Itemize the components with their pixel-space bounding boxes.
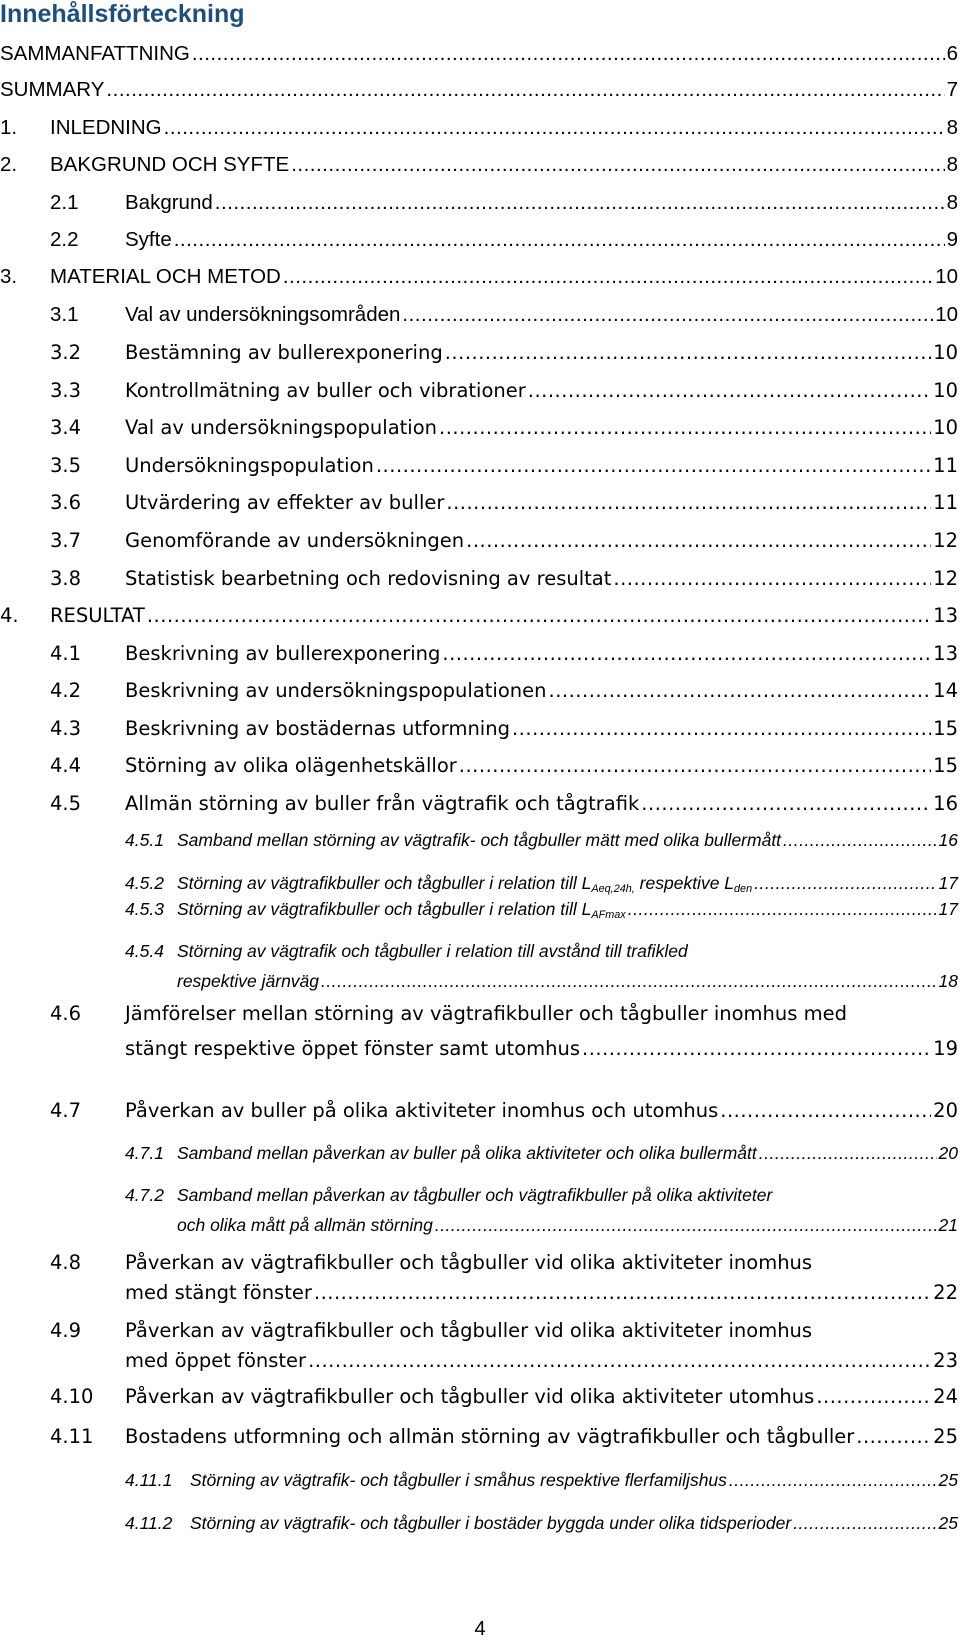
dot-leader [720, 1099, 931, 1122]
toc-entry-title: respektive järnväg [177, 971, 320, 991]
toc-entry-page: 11 [933, 454, 958, 477]
toc-entry-title: Val av undersökningsområden [125, 303, 401, 326]
dot-leader [641, 792, 931, 815]
toc-entry-title: Påverkan av vägtrafikbuller och tågbuller vid olika aktiviteter utomhus [125, 1385, 815, 1408]
toc-entry-number: 4.7 [50, 1099, 82, 1122]
toc-entry-number: 4. [0, 604, 19, 627]
dot-leader [816, 1385, 931, 1408]
toc-entry[interactable] [0, 1141, 958, 1173]
toc-entry[interactable] [0, 640, 958, 672]
toc-entry[interactable] [0, 828, 958, 860]
toc-entry-number: 3.2 [50, 341, 82, 364]
toc-entry-page: 7 [946, 78, 958, 101]
toc-entry-title: Bakgrund [125, 191, 213, 214]
toc-entry-title: Val av undersökningspopulation [125, 416, 438, 439]
toc-entry-page: 12 [933, 567, 958, 590]
toc-entry-title: Allmän störning av buller från vägtrafik och tågtrafik [125, 792, 640, 815]
dot-leader [445, 341, 931, 364]
toc-entry-title-line1: Samband mellan påverkan av tågbuller och vägtrafikbuller på olika aktiviteter [177, 1185, 773, 1205]
toc-entry-page: 21 [938, 1215, 958, 1235]
toc-entry-title-line1: Påverkan av vägtrafikbuller och tågbuller vid olika aktiviteter inomhus [125, 1251, 813, 1274]
toc-entry-page: 20 [938, 1143, 958, 1163]
toc-entry-title: med öppet fönster [125, 1349, 307, 1372]
toc-entry-number: 4.9 [50, 1319, 82, 1342]
subscript: den [734, 883, 753, 895]
dot-leader [549, 679, 932, 702]
toc-entry-page: 19 [933, 1037, 958, 1060]
toc-entry[interactable] [0, 414, 958, 446]
toc-entry-page: 13 [933, 604, 958, 627]
toc-entry-title: Undersökningspopulation [125, 454, 374, 477]
toc-entry-title: Statistisk bearbetning och redovisning av resultat [125, 567, 612, 590]
toc-entry-number: 2. [0, 153, 18, 176]
dot-leader [147, 604, 931, 627]
toc-entry-title: RESULTAT [50, 604, 145, 627]
toc-entry-page: 16 [938, 830, 958, 850]
toc-entry-number: 3.8 [50, 567, 82, 590]
toc-entry-number: 4.5.1 [125, 830, 164, 850]
toc-entry-page: 10 [933, 379, 958, 402]
dot-leader [439, 416, 931, 439]
toc-entry-page: 11 [933, 491, 958, 514]
dot-leader [192, 42, 945, 66]
dot-leader [783, 830, 936, 851]
toc-entry-page: 25 [938, 1513, 958, 1533]
toc-entry-page: 13 [933, 642, 958, 665]
toc-entry-number: 2.1 [50, 191, 79, 214]
toc-entry[interactable] [0, 76, 958, 108]
toc-entry-title: SAMMANFATTNING [0, 42, 190, 65]
toc-entry-number: 4.7.2 [125, 1185, 164, 1205]
dot-leader [628, 899, 937, 920]
toc-entry[interactable] [0, 226, 958, 258]
toc-entry-page: 15 [933, 717, 958, 740]
toc-entry-number: 2.2 [50, 228, 79, 251]
dot-leader [528, 379, 931, 402]
toc-entry-number: 4.3 [50, 717, 82, 740]
toc-entry[interactable] [0, 489, 958, 521]
toc-entry-title: Samband mellan påverkan av buller på olika aktiviteter och olika bullermått [177, 1143, 757, 1163]
toc-entry-page: 20 [933, 1099, 958, 1122]
toc-entry-number: 4.11.2 [125, 1513, 173, 1533]
toc-entry-page: 8 [946, 153, 958, 176]
toc-entry-title-line1: Påverkan av vägtrafikbuller och tågbuller vid olika aktiviteter inomhus [125, 1319, 813, 1342]
toc-entry-number: 4.6 [50, 1002, 82, 1025]
toc-entry[interactable] [0, 1383, 958, 1415]
dot-leader [164, 116, 945, 140]
toc-entry-page: 17 [938, 873, 958, 893]
dot-leader [376, 454, 931, 477]
toc-entry-number: 4.8 [50, 1251, 82, 1274]
toc-entry-page: 8 [946, 116, 958, 139]
toc-entry-number: 4.11 [50, 1425, 94, 1448]
toc-entry[interactable] [0, 452, 958, 484]
toc-entry-title: Beskrivning av bostädernas utformning [125, 717, 510, 740]
toc-entry-number: 3.1 [50, 303, 79, 326]
dot-leader [466, 529, 931, 552]
toc-entry-number: 4.2 [50, 679, 82, 702]
dot-leader [174, 228, 945, 252]
toc-entry-page: 15 [933, 754, 958, 777]
toc-entry[interactable] [0, 752, 958, 784]
page-number: 4 [474, 1618, 486, 1640]
toc-entry-title: Utvärdering av effekter av buller [125, 491, 445, 514]
dot-leader [754, 873, 936, 894]
dot-leader [512, 717, 931, 740]
toc-entry-number: 4.7.1 [125, 1143, 164, 1163]
toc-entry-title: Genomförande av undersökningen [125, 529, 465, 552]
toc-entry-page: 8 [946, 191, 958, 214]
toc-entry-title: INLEDNING [50, 116, 162, 139]
toc-entry-title-line1: Störning av vägtrafik och tågbuller i relation till avstånd till trafikled [177, 941, 688, 961]
toc-entry[interactable] [0, 263, 958, 295]
toc-entry-number: 3.6 [50, 491, 82, 514]
toc-entry[interactable] [0, 377, 958, 409]
dot-leader [446, 491, 931, 514]
toc-entry-title: Kontrollmätning av buller och vibrationer [125, 379, 526, 402]
toc-entry-number: 4.11.1 [125, 1470, 173, 1490]
toc-heading: Innehållsförteckning [0, 0, 245, 28]
dot-leader [793, 1513, 936, 1534]
toc-entry-title: Störning av vägtrafikbuller och tågbuller i relation till LAeq,24h, respektive Lden [177, 873, 753, 895]
toc-entry[interactable] [0, 790, 958, 822]
toc-entry-title: Syfte [125, 228, 172, 251]
toc-entry-page: 10 [933, 341, 958, 364]
toc-entry-number: 3.7 [50, 529, 82, 552]
toc-entry[interactable] [0, 301, 958, 333]
toc-entry-page: 10 [935, 303, 958, 326]
dot-leader [308, 1349, 931, 1372]
toc-entry-number: 1. [0, 116, 18, 139]
toc-entry[interactable] [0, 1468, 958, 1500]
dot-leader [759, 1143, 937, 1164]
toc-entry-title: Beskrivning av bullerexponering [125, 642, 441, 665]
toc-entry[interactable] [0, 1000, 958, 1060]
toc-entry-page: 25 [933, 1425, 958, 1448]
dot-leader [582, 1037, 931, 1060]
toc-entry-page: 25 [938, 1470, 958, 1490]
toc-entry-number: 4.1 [50, 642, 82, 665]
toc-entry-page: 16 [933, 792, 958, 815]
toc-entry[interactable] [0, 565, 958, 597]
toc-entry-page: 17 [938, 899, 958, 919]
toc-entry-title: Samband mellan störning av vägtrafik- och tågbuller mätt med olika bullermått [177, 830, 782, 850]
toc-entry[interactable] [0, 40, 958, 72]
toc-entry[interactable] [0, 1423, 958, 1455]
toc-entry-number: 4.4 [50, 754, 82, 777]
toc-entry-title: Bestämning av bullerexponering [125, 341, 443, 364]
toc-entry-title: Störning av vägtrafik- och tågbuller i småhus respektive flerfamiljshus [190, 1470, 727, 1490]
toc-entry-title: SUMMARY [0, 78, 105, 101]
toc-entry-title: med stängt fönster [125, 1281, 312, 1304]
toc-entry[interactable] [0, 1097, 958, 1129]
toc-entry-number: 3.4 [50, 416, 82, 439]
toc-entry-title-line1: Jämförelser mellan störning av vägtrafikbuller och tågbuller inomhus med [125, 1002, 847, 1025]
toc-entry-number: 4.5.3 [125, 899, 164, 919]
toc-entry[interactable] [0, 677, 958, 709]
dot-leader [215, 191, 945, 215]
toc-entry-page: 18 [938, 971, 958, 991]
subscript: Aeq,24h, [591, 883, 635, 895]
toc-entry-title: stängt respektive öppet fönster samt utomhus [125, 1037, 581, 1060]
dot-leader [106, 78, 944, 102]
toc-entry-number: 3.3 [50, 379, 82, 402]
toc-entry-title: Störning av vägtrafik- och tågbuller i bostäder byggda under olika tidsperioder [190, 1513, 792, 1533]
dot-leader [856, 1425, 931, 1448]
dot-leader [283, 265, 933, 289]
toc-entry-number: 4.5.4 [125, 941, 164, 961]
toc-entry-page: 10 [935, 265, 958, 288]
dot-leader [459, 754, 931, 777]
dot-leader [613, 567, 931, 590]
toc-entry[interactable] [0, 1317, 958, 1372]
toc-entry-page: 9 [946, 228, 958, 251]
dot-leader [729, 1470, 937, 1491]
toc-entry-page: 12 [933, 529, 958, 552]
dot-leader [291, 153, 944, 177]
toc-entry[interactable] [0, 1249, 958, 1304]
toc-entry[interactable] [0, 1511, 958, 1543]
toc-entry-title: MATERIAL OCH METOD [50, 265, 281, 288]
toc-entry-page: 10 [933, 416, 958, 439]
toc-entry[interactable] [0, 715, 958, 747]
toc-entry[interactable] [0, 189, 958, 221]
toc-entry-title: och olika mått på allmän störning [177, 1215, 433, 1235]
dot-leader [442, 642, 931, 665]
toc-entry-number: 3. [0, 265, 18, 288]
toc-entry-number: 4.10 [50, 1385, 94, 1408]
toc-entry-page: 22 [933, 1281, 958, 1304]
toc-entry-page: 6 [946, 42, 958, 65]
toc-entry-title: BAKGRUND OCH SYFTE [50, 153, 290, 176]
dot-leader [321, 971, 937, 992]
toc-entry-page: 14 [933, 679, 958, 702]
toc-entry[interactable] [0, 114, 958, 146]
toc-entry-title: Störning av olika olägenhetskällor [125, 754, 457, 777]
toc-entry-number: 3.5 [50, 454, 82, 477]
dot-leader [435, 1215, 937, 1236]
toc-entry-title: Bostadens utformning och allmän störning av vägtrafikbuller och tågbuller [125, 1425, 855, 1448]
toc-entry[interactable] [0, 939, 958, 991]
toc-entry[interactable] [0, 339, 958, 371]
toc-entry-page: 23 [933, 1349, 958, 1372]
toc-entry-title: Påverkan av buller på olika aktiviteter inomhus och utomhus [125, 1099, 719, 1122]
toc-entry-number: 4.5 [50, 792, 82, 815]
toc-entry[interactable] [0, 897, 958, 929]
toc-entry-page: 24 [933, 1385, 958, 1408]
toc-entry-title: Störning av vägtrafikbuller och tågbuller i relation till LAFmax [177, 899, 626, 921]
toc-entry-title: Beskrivning av undersökningspopulationen [125, 679, 547, 702]
toc-entry[interactable] [0, 151, 958, 183]
toc-entry-number: 4.5.2 [125, 873, 164, 893]
toc-entry[interactable] [0, 602, 958, 634]
subscript: AFmax [591, 909, 626, 921]
dot-leader [314, 1281, 931, 1304]
toc-entry[interactable] [0, 527, 958, 559]
dot-leader [402, 303, 933, 327]
toc-entry[interactable] [0, 1183, 958, 1235]
